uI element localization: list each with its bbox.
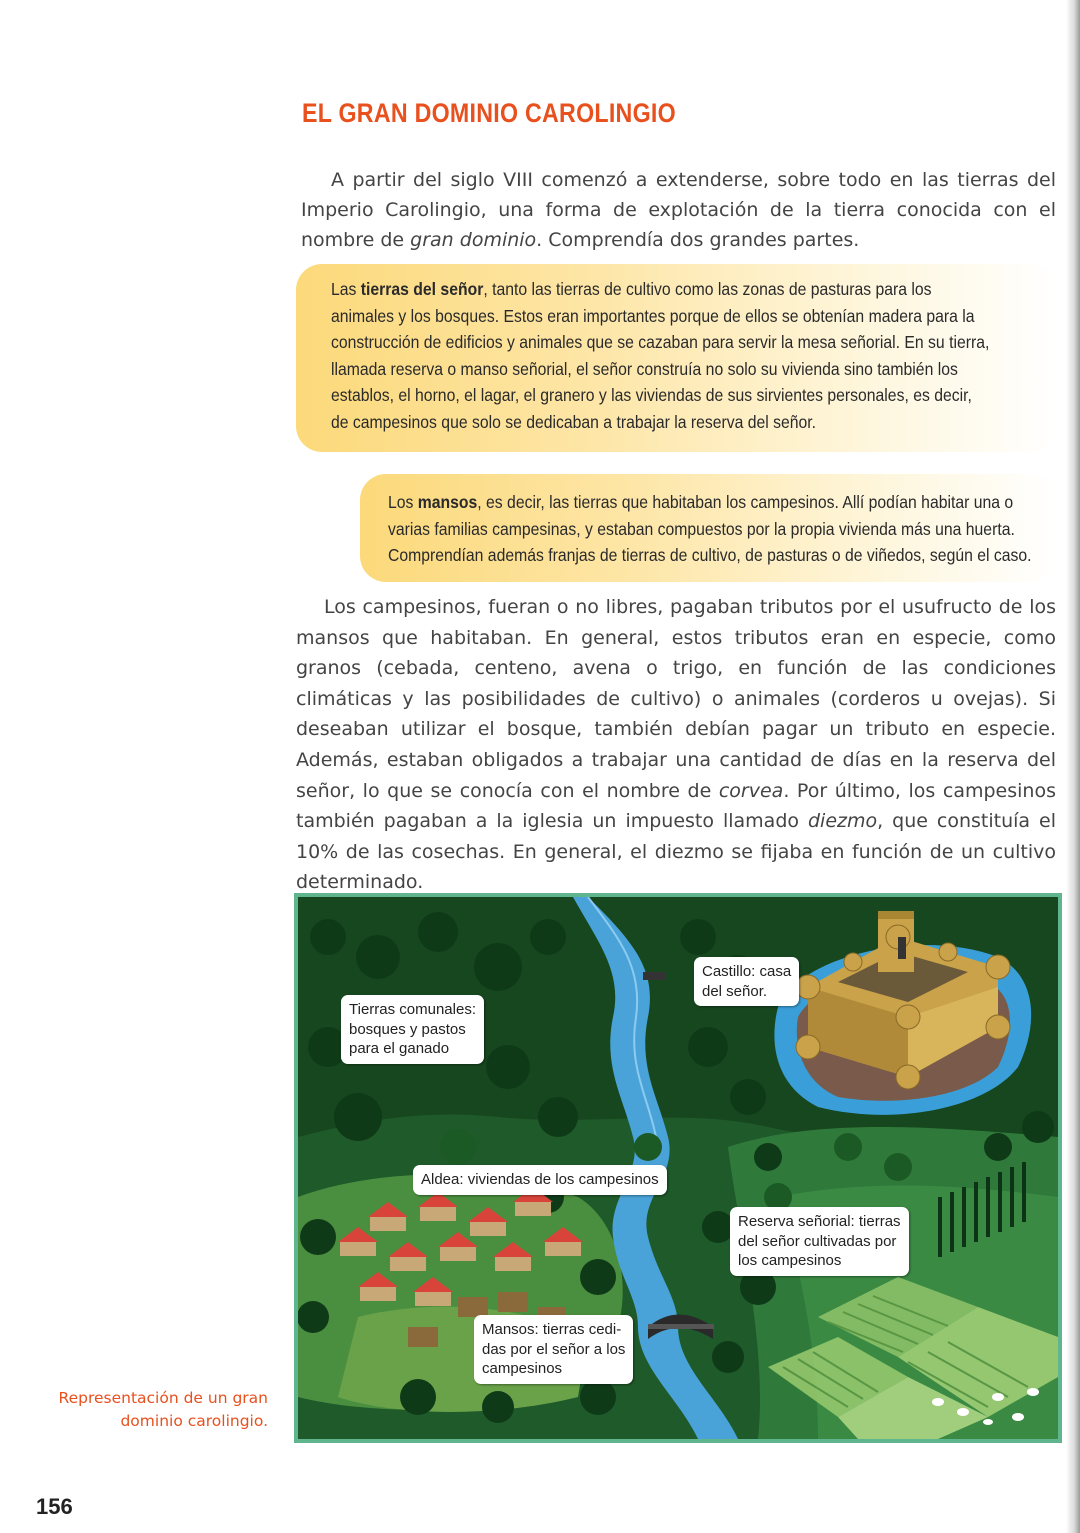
intro-text-end: . Comprendía dos grandes partes. <box>536 229 860 251</box>
body-p1: Los campesinos, fueran o no libres, pagaban tributos por el usufructo de los mansos que habitaban. En general, estos tributos eran en especie, como granos (cebada, centeno, avena o trigo, en función de las condiciones climáticas y las posibilidades de cultivo) o animales (corderos u ovejas). Si deseaban utilizar el bosque, también debían pagar un tributo en especie. Además, estaban obligados a trabajar una cantidad de días en la reserva del señor, lo que se conocía con el nombre de <box>296 596 1056 802</box>
label-tierras-comunales: Tierras comunales: bosques y pastos para el ganado <box>341 995 484 1064</box>
term-corvea: corvea <box>718 779 784 802</box>
domain-map-drawing <box>298 897 1058 1439</box>
body-p3: , que constituía el 10% de las cosechas. En general, el diezmo se fijaba en función de un cultivo determinado. <box>296 810 1056 894</box>
lord-lands-text <box>331 276 993 435</box>
carolingian-domain-illustration <box>294 893 1062 1443</box>
box2-pre: Los <box>388 492 418 512</box>
intro-term: gran dominio <box>410 229 537 251</box>
label-reserva-senorial: Reserva señorial: tierras del señor cultivadas por los campesinos <box>730 1207 909 1276</box>
body-p2: . Por último, los campesinos también pagaban a la iglesia un impuesto llamado <box>296 779 1056 833</box>
small-bridge <box>643 972 665 980</box>
box2-bold: mansos <box>417 492 478 512</box>
box1-pre: Las <box>331 279 361 299</box>
box1-text: , tanto las tierras de cultivo como las zonas de pasturas para los animales y los bosques. Estos eran importantes porque de ellos se obtenían madera para la construcción de edificios y animales que se cazaban para servir la mesa señorial. En su tierra, llamada reserva o manso señorial, el señor construía no solo su vivienda sino también los establos, el horno, el lagar, el granero y las viviendas de sus sirvientes personales, es decir, de campesinos que solo se dedicaban a trabajar la reserva del señor. <box>331 279 990 432</box>
label-aldea: Aldea: viviendas de los campesinos <box>413 1165 667 1195</box>
page-title: EL GRAN DOMINIO CAROLINGIO <box>302 98 676 128</box>
term-diezmo: diezmo <box>807 810 878 833</box>
lord-lands-box <box>296 264 1056 452</box>
label-mansos: Mansos: tierras cedi- das por el señor a los campesinos <box>474 1315 633 1384</box>
intro-text: A partir del siglo VIII comenzó a extenderse, sobre todo en las tierras del Imperio Carolingio, una forma de explotación de la tierra conocida con el nombre de <box>301 169 1056 251</box>
body-paragraph <box>296 592 1056 898</box>
page-number: 156 <box>36 1494 73 1519</box>
box1-bold: tierras del señor <box>360 279 484 299</box>
label-castillo: Castillo: casa del señor. <box>694 957 799 1006</box>
illustration-caption: Representación de un gran dominio carolingio. <box>58 1389 268 1430</box>
mansos-box <box>360 474 1056 582</box>
mansos-text <box>388 489 1050 569</box>
box2-text: , es decir, las tierras que habitaban los campesinos. Allí podían habitar una o varias familias campesinas, y estaban compuestos por la propia vivienda más una huerta. Comprendían además franjas de tierras de cultivo, de pasturas o de viñedos, según el caso. <box>388 492 1032 565</box>
intro-paragraph <box>301 165 1056 255</box>
page-edge-shadow <box>1066 0 1080 1533</box>
